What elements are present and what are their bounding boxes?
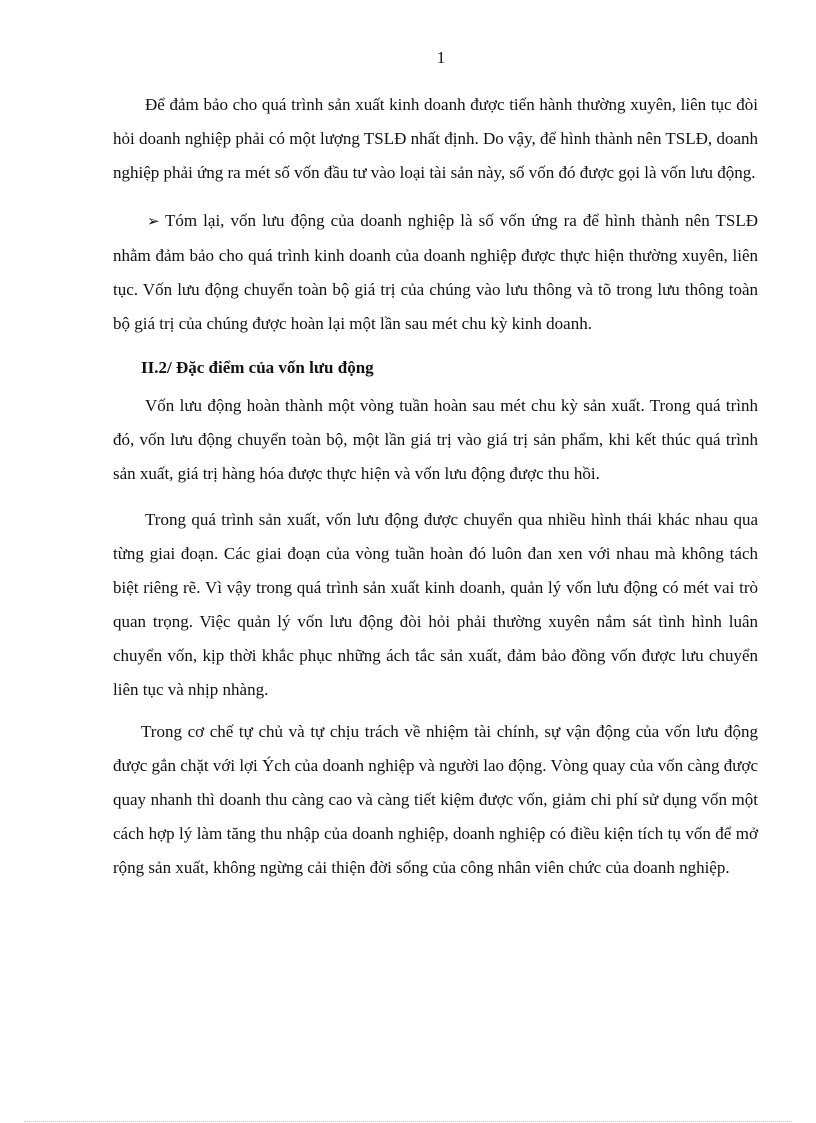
paragraph-production-process: Trong quá trình sản xuất, vốn lưu động được chuyển qua nhiều hình thái khác nhau qua từng giai đoạn. Các giai đoạn của vòng tuần hoàn đó luôn đan xen với nhau mà không tách biệt riêng rẽ. Vì vậy trong quá trình sản xuất kinh doanh, quản lý vốn lưu động có mét vai trò quan trọng. Việc quản lý vốn lưu động đòi hỏi phải thường xuyên nắm sát tình hình luân chuyển vốn, kịp thời khắc phục những ách tắc sản xuất, đảm bảo đồng vốn được lưu chuyển liên tục và nhịp nhàng. xyxy=(113,510,758,699)
document-body xyxy=(113,88,758,885)
arrow-bullet-icon: ➢ xyxy=(147,214,160,230)
paragraph-autonomy: Trong cơ chế tự chủ và tự chịu trách về nhiệm tài chính, sự vận động của vốn lưu động được gắn chặt với lợi Ých của doanh nghiệp và người lao động. Vòng quay của vốn càng được quay nhanh thì doanh thu càng cao và càng tiết kiệm được vốn, giảm chi phí sử dụng vốn một cách hợp lý làm tăng thu nhập của doanh nghiệp, doanh nghiệp có điều kiện tích tụ vốn để mở rộng sản xuất, không ngừng cải thiện đời sống của công nhân viên chức của doanh nghiệp. xyxy=(113,722,758,877)
paragraph-working-capital-need: Để đảm bảo cho quá trình sản xuất kinh doanh được tiến hành thường xuyên, liên tục đòi hỏi doanh nghiệp phải có một lượng TSLĐ nhất định. Do vậy, để hình thành nên TSLĐ, doanh nghiệp phải ứng ra mét số vốn đầu tư vào loại tài sản này, số vốn đó được gọi là vốn lưu động. xyxy=(113,95,758,182)
paragraph-summary xyxy=(113,204,758,341)
paragraph-characteristics: Vốn lưu động hoàn thành một vòng tuần hoàn sau mét chu kỳ sản xuất. Trong quá trình đó, vốn lưu động chuyển toàn bộ, một lần giá trị vào giá trị sản phẩm, khi kết thúc quá trình sản xuất, giá trị hàng hóa được thực hiện và vốn lưu động được thu hồi. xyxy=(113,396,758,483)
page-bottom-divider xyxy=(24,1121,792,1122)
page-number: 1 xyxy=(436,48,446,67)
paragraph-summary-text: Tóm lại, vốn lưu động của doanh nghiệp là số vốn ứng ra để hình thành nên TSLĐ nhằm đảm bảo cho quá trình kinh doanh của doanh nghiệp được thực hiện thường xuyên, liên tục. Vốn lưu động chuyển toàn bộ giá trị của chúng vào lưu thông và tõ trong lưu thông toàn bộ giá trị của chúng được hoàn lại một lần sau mét chu kỳ kinh doanh. xyxy=(113,211,758,333)
section-heading: II.2/ Đặc điểm của vốn lưu động xyxy=(141,358,374,377)
